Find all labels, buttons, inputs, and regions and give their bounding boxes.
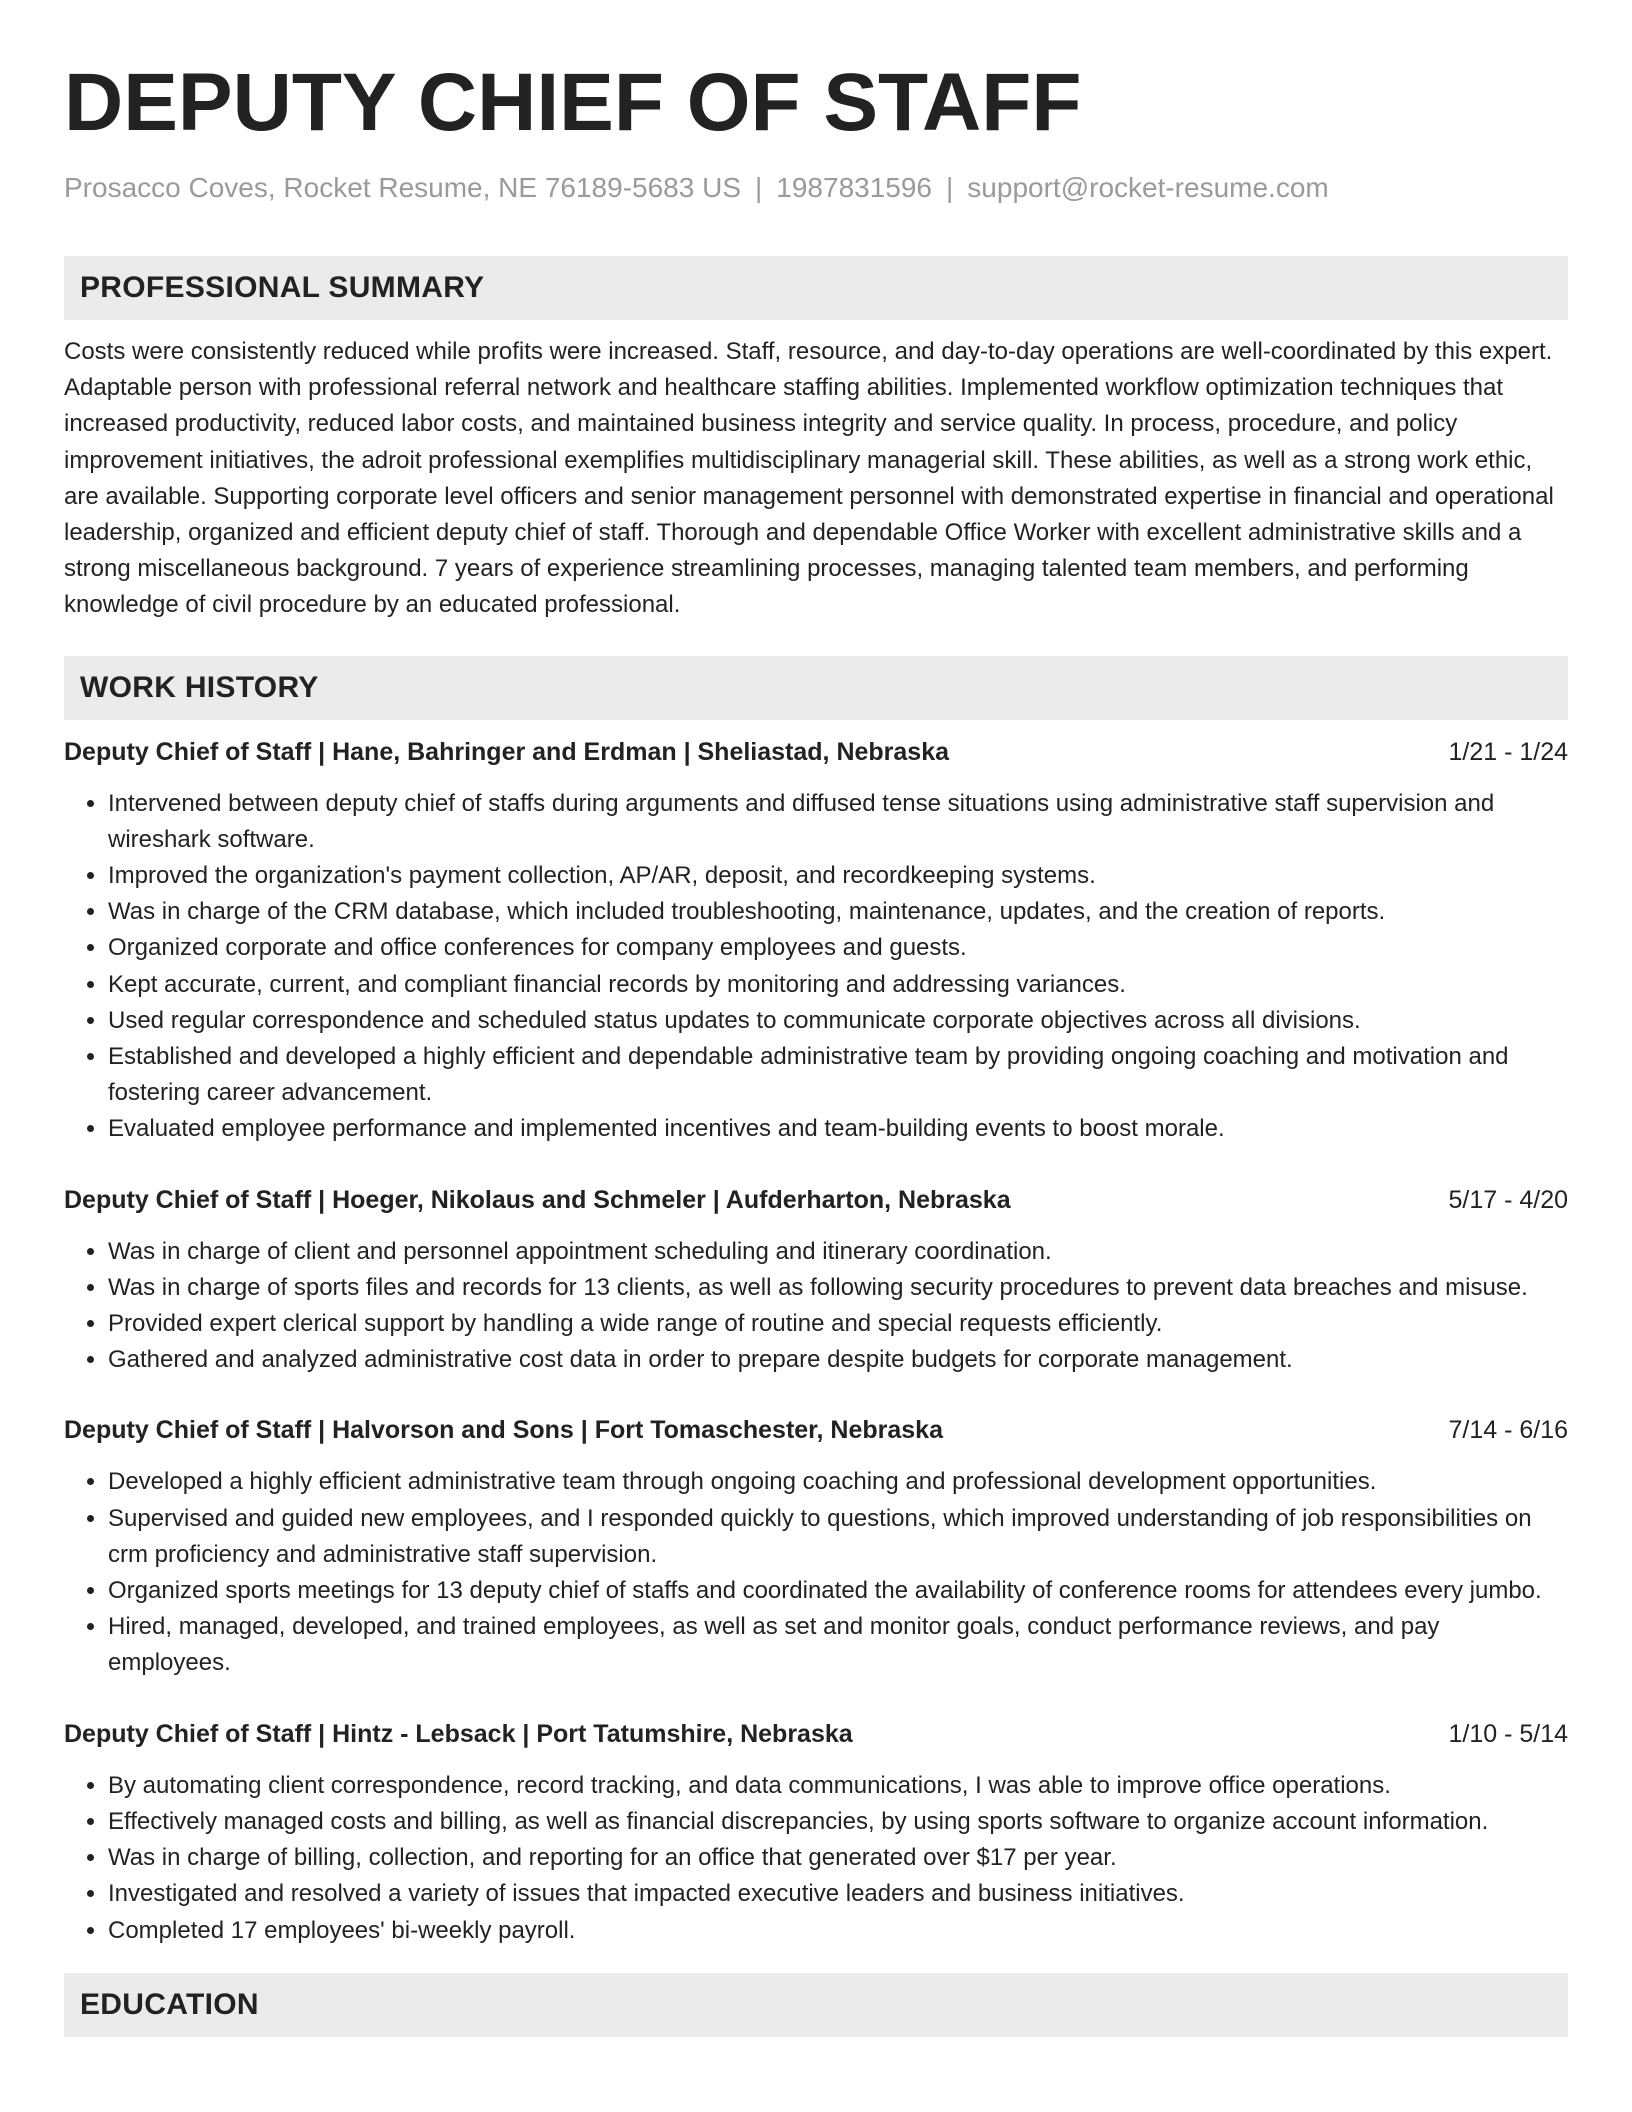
job-bullet: • Effectively managed costs and billing, as well as financial discrepancies, by using sports software to organize account information.	[108, 1804, 1568, 1840]
job-bullets	[64, 786, 1568, 1148]
job-bullet: • Organized corporate and office conferences for company employees and guests.	[108, 930, 1568, 966]
job-bullet: • Supervised and guided new employees, and I responded quickly to questions, which improved understanding of job responsibilities on crm proficiency and administrative staff supervision.	[108, 1501, 1568, 1573]
job-bullet: • Was in charge of billing, collection, and reporting for an office that generated over $17 per year.	[108, 1840, 1568, 1876]
contact-address: Prosacco Coves, Rocket Resume, NE 76189-5683 US	[64, 172, 741, 203]
contact-separator: |	[946, 172, 954, 203]
job-bullets	[64, 1768, 1568, 1949]
job-bullet: • Was in charge of the CRM database, which included troubleshooting, maintenance, updates, and the creation of reports.	[108, 894, 1568, 930]
summary-heading: PROFESSIONAL SUMMARY	[64, 256, 1568, 320]
job-header	[64, 1716, 1568, 1752]
job-title: Deputy Chief of Staff | Hintz - Lebsack | Port Tatumshire, Nebraska	[64, 1719, 853, 1748]
job-bullet: • Used regular correspondence and scheduled status updates to communicate corporate objectives across all divisions.	[108, 1003, 1568, 1039]
education-heading: EDUCATION	[64, 1973, 1568, 2037]
contact-email: support@rocket-resume.com	[967, 172, 1329, 203]
job-bullet: • Investigated and resolved a variety of issues that impacted executive leaders and business initiatives.	[108, 1876, 1568, 1912]
job-bullet: • Was in charge of client and personnel appointment scheduling and itinerary coordination.	[108, 1234, 1568, 1270]
job-title: Deputy Chief of Staff | Halvorson and Sons | Fort Tomaschester, Nebraska	[64, 1416, 943, 1445]
job-bullet: • Developed a highly efficient administrative team through ongoing coaching and professional development opportunities.	[108, 1464, 1568, 1500]
resume-title: DEPUTY CHIEF OF STAFF	[64, 57, 1082, 148]
job-entry	[64, 1716, 1568, 1949]
job-bullet: • Improved the organization's payment collection, AP/AR, deposit, and recordkeeping systems.	[108, 858, 1568, 894]
job-dates: 5/17 - 4/20	[1448, 1185, 1568, 1214]
job-bullet: • Established and developed a highly efficient and dependable administrative team by providing ongoing coaching and motivation and fostering career advancement.	[108, 1039, 1568, 1111]
job-header	[64, 1412, 1568, 1448]
job-bullets	[64, 1464, 1568, 1681]
job-header	[64, 1182, 1568, 1218]
job-bullet: • Intervened between deputy chief of staffs during arguments and diffused tense situations using administrative staff supervision and wireshark software.	[108, 786, 1568, 858]
job-bullet: • Completed 17 employees' bi-weekly payroll.	[108, 1913, 1568, 1949]
job-bullet: • Hired, managed, developed, and trained employees, as well as set and monitor goals, conduct performance reviews, and pay employees.	[108, 1609, 1568, 1681]
job-entry	[64, 1412, 1568, 1681]
job-bullet: • Was in charge of sports files and records for 13 clients, as well as following security procedures to prevent data breaches and misuse.	[108, 1270, 1568, 1306]
job-title: Deputy Chief of Staff | Hoeger, Nikolaus and Schmeler | Aufderharton, Nebraska	[64, 1185, 1011, 1214]
work-history-heading: WORK HISTORY	[64, 656, 1568, 720]
job-bullet: • Gathered and analyzed administrative cost data in order to prepare despite budgets for corporate management.	[108, 1342, 1568, 1378]
job-bullets	[64, 1234, 1568, 1379]
summary-text: Costs were consistently reduced while profits were increased. Staff, resource, and day-to-day operations are well-coordinated by this expert. Adaptable person with professional referral network and healthcare staffing abilities. Implemented workflow optimization techniques that increased productivity, reduced labor costs, and maintained business integrity and service quality. In process, procedure, and policy improvement initiatives, the adroit professional exemplifies multidisciplinary managerial skill. These abilities, as well as a strong work ethic, are available. Supporting corporate level officers and senior management personnel with demonstrated expertise in financial and operational leadership, organized and efficient deputy chief of staff. Thorough and dependable Office Worker with excellent administrative skills and a strong miscellaneous background. 7 years of experience streamlining processes, managing talented team members, and performing knowledge of civil procedure by an educated professional.	[64, 338, 1554, 619]
job-dates: 7/14 - 6/16	[1448, 1416, 1568, 1445]
job-bullet: • Kept accurate, current, and compliant financial records by monitoring and addressing variances.	[108, 967, 1568, 1003]
job-entry	[64, 1182, 1568, 1379]
job-title: Deputy Chief of Staff | Hane, Bahringer and Erdman | Sheliastad, Nebraska	[64, 737, 950, 766]
contact-line	[64, 170, 1568, 206]
job-entry	[64, 734, 1568, 1148]
job-dates: 1/10 - 5/14	[1448, 1719, 1568, 1748]
job-dates: 1/21 - 1/24	[1448, 737, 1568, 766]
contact-separator: |	[755, 172, 763, 203]
job-bullet: • Evaluated employee performance and implemented incentives and team-building events to boost morale.	[108, 1111, 1568, 1147]
contact-phone: 1987831596	[776, 172, 933, 203]
job-bullet: • Organized sports meetings for 13 deputy chief of staffs and coordinated the availability of conference rooms for attendees every jumbo.	[108, 1573, 1568, 1609]
job-bullet: • By automating client correspondence, record tracking, and data communications, I was able to improve office operations.	[108, 1768, 1568, 1804]
job-bullet: • Provided expert clerical support by handling a wide range of routine and special requests efficiently.	[108, 1306, 1568, 1342]
job-header	[64, 734, 1568, 770]
